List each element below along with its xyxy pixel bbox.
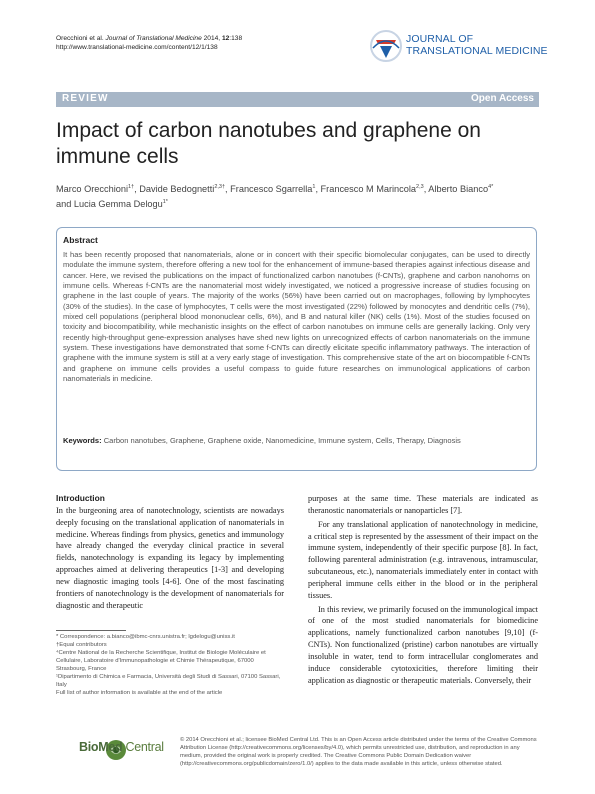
citation-volume: 12 (221, 35, 230, 42)
body-right-column (308, 493, 538, 687)
abstract-heading: Abstract (63, 235, 98, 245)
author-affiliation: 1† (128, 184, 135, 190)
author-affiliation: 1 (312, 184, 316, 190)
section-heading-introduction: Introduction (56, 493, 105, 503)
paragraph: For any translational application of nanotechnology in medicine, a critical step is represented by the assessment of their impact on the immune system, independently of their specific purpose [8]. In fact, following parenteral administration (e.g. intravenous, intramuscular, subcutaneous, etc.), nanomaterials immediately enter in contact with peripheral immune cells either in the blood or in the peripheral tissues. (308, 519, 538, 600)
paragraph: In this review, we primarily focused on the immunological impact of one of the most studied nanomaterials for biomedicine applications, namely functionalized carbon nanotubes [9,10] (f-CNTs). Non functionalized (pristine) carbon nanotubes are virtually insoluble in water, tend to form intracellular conglomerates and induce considerable cytotoxicities, therefore limiting their application as diagnostic or therapeutic materials. Conversely, their (308, 604, 538, 685)
affiliation-4: ⁴Centre National de la Recherche Scientifique, Institut de Biologie Moléculaire et Cellulaire, Laboratoire d'Immunopathologie et Chimie Thérapeutique, 67000 Strasbourg, France (56, 650, 266, 673)
correspondence-note: * Correspondence: a.bianco@ibmc-cnrs.unistra.fr; lgdelogu@uniss.it (56, 634, 235, 640)
author-affiliation: 4* (488, 184, 494, 190)
license-text: © 2014 Orecchioni et al.; licensee BioMed Central Ltd. This is an Open Access article distributed under the terms of the Creative Commons Attribution License (http://creativecommons.org/licenses/by/4.0), which permits unrestricted use, distribution, and reproduction in any medium, provided the original work is properly credited. The Creative Commons Public Domain Dedication waiver (http://creativecommons.org/publicdomain/zero/1.0/) applies to the data made available in this article, unless otherwise stated. (180, 737, 537, 768)
affiliation-1: ¹Dipartimento di Chimica e Farmacia, Università degli Studi di Sassari, 07100 Sassari, Italy (56, 674, 281, 689)
keywords (63, 436, 530, 446)
equal-contrib-note: †Equal contributors (56, 642, 107, 649)
paragraph: purposes at the same time. These materials are indicated as theranostic nanomaterials or nanoparticles [7]. (308, 494, 538, 515)
author-affiliation: 2,3 (416, 184, 424, 190)
journal-emblem-icon (368, 28, 404, 68)
author-name: Francesco M Marincola (320, 184, 417, 195)
footnote-rule (56, 630, 126, 631)
abstract-text: It has been recently proposed that nanomaterials, alone or in concert with their specific biomolecular conjugates, can be used to directly modulate the immune system, therefore offering a new tool for the enhancement of immune-based therapies against infectious disease and cancer. Here, we revised the publications on the impact of functionalized carbon nanotubes (f-CNTs), graphene and carbon nanohorns on immune cells. Whereas f-CNTs are the nanomaterial most widely investigated, we noticed a progressive increase of studies focusing on graphene in the last couple of years. The majority of the works (56%) have been carried out on macrophages, following by lymphocytes (30% of the studies). In the case of lymphocytes, T cells were the most investigated (22%) followed by monocytes and dendritic cells (7%), mixed cell populations (peripheral blood mononuclear cells, 6%), and B and natural killer (NK) cells (1%). Most of the studies focused on toxicity and biocompatibility, while mechanistic insights on the effect of carbon nanotubes on immune cells are generally lacking. Only very recently high-throughput gene-expression analyses have shed new lights on unrecognized effects of carbon nanomaterials on the immune system. These investigations have demonstrated that some f-CNTs can directly elicitate specific inflammatory pathways. The interaction of graphene with the immune system is still at a very early stage of investigation. This comprehensive state of the art on biocompatible f-CNTs and graphene on immune cells provides a useful compass to guide future researches on immunological applications of carbon nanomaterials in medicine. (63, 250, 530, 384)
article-type-label: REVIEW (62, 93, 109, 104)
article-url-link[interactable]: http://www.translational-medicine.com/content/12/1/138 (56, 44, 218, 51)
full-list-note: Full list of author information is available at the end of the article (56, 690, 223, 697)
keywords-label: Keywords: (63, 436, 102, 445)
article-type-banner (56, 92, 539, 107)
publisher-name: BioMed Central (79, 740, 164, 754)
article-title: Impact of carbon nanotubes and graphene on immune cells (56, 119, 481, 168)
open-access-label: Open Access (471, 93, 534, 104)
citation-authors: Orecchioni (56, 35, 88, 42)
body-left-column (56, 493, 284, 611)
author-name: Alberto Bianco (428, 184, 489, 195)
author-name: Francesco Sgarrella (230, 184, 313, 195)
author-name: Davide Bedognetti (139, 184, 215, 195)
footnotes (56, 633, 284, 697)
author-name: Marco Orecchioni (56, 184, 128, 195)
author-list: Marco Orecchioni$^{1\dagger}$, Davide Bedognetti$^{2,3\dagger}$, Francesco Sgarrella$^1$, Francesco M Marincola$^{2,3}$, Alberto Bianco$^{4*}$ and Lucia Gemma Delogu$^{1*}$ (56, 184, 494, 209)
author-affiliation: 1* (162, 198, 168, 205)
author-affiliation: 2,3† (214, 184, 226, 190)
journal-name: JOURNAL OF TRANSLATIONAL MEDICINE (406, 33, 548, 57)
author-name: and Lucia Gemma Delogu (56, 198, 163, 209)
running-header: Orecchioni et al. Journal of Translational Medicine 2014, 12:138 (56, 35, 243, 42)
citation-journal: Journal of Translational Medicine (105, 35, 202, 42)
paragraph: In the burgeoning area of nanotechnology, scientists are nowadays deeply focusing on the translational application of nanomaterials in medicine. Whereas findings from physics, genetics and immunology have already changed the everyday clinical practice in several fields, nanotechnology is expanding its legacy by implementing approaches aimed at delivering therapeutics [1-3] and developing new diagnostic imaging tools [4-6]. One of the most fascinating frontiers of nanotechnology is the development of nanomaterials for diagnostic and therapeutic (56, 505, 284, 610)
keywords-list: Carbon nanotubes, Graphene, Graphene oxide, Nanomedicine, Immune system, Cells, Therapy, Diagnosis (101, 436, 461, 445)
